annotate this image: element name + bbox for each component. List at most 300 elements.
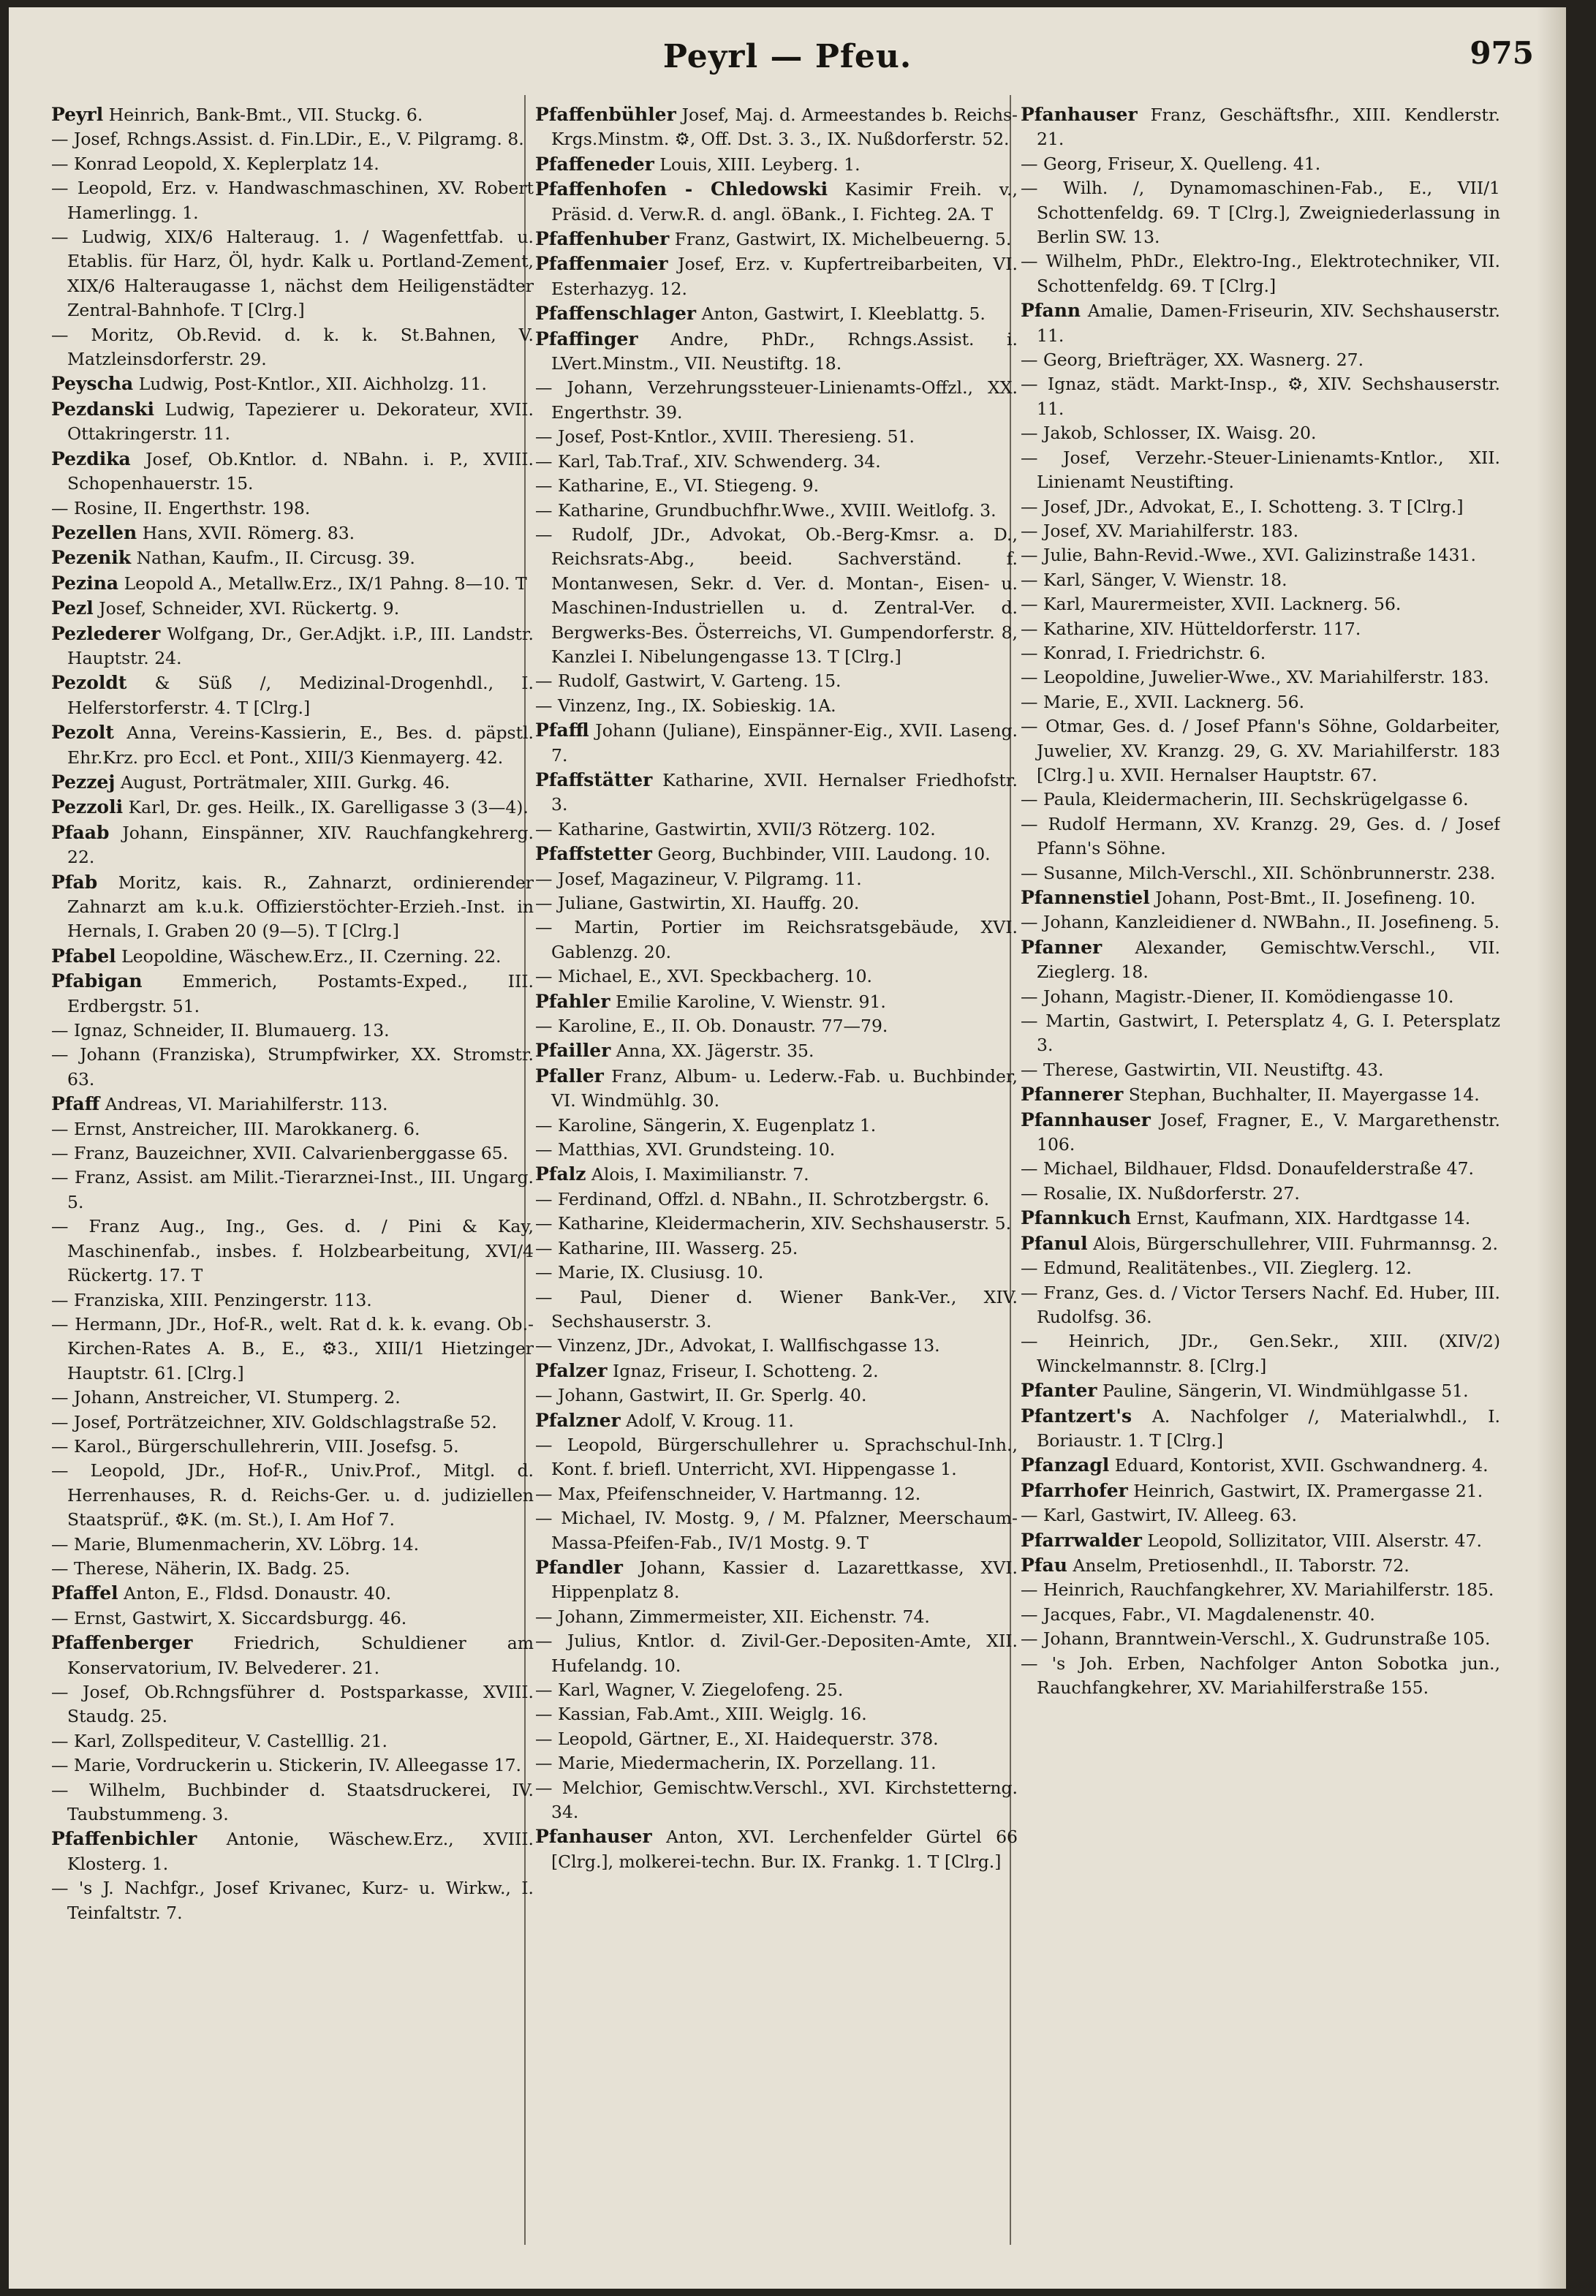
directory-entry xyxy=(1021,543,1500,567)
directory-entry xyxy=(51,969,534,1019)
entry-text: — Konrad Leopold, X. Keplerplatz 14. xyxy=(51,153,379,174)
directory-entry xyxy=(51,1117,534,1141)
directory-entry xyxy=(1021,1404,1500,1454)
directory-entry xyxy=(51,447,534,496)
entry-text: — Ignaz, Schneider, II. Blumauerg. 13. xyxy=(51,1020,390,1041)
entry-surname: Pfaffenhofen - Chledowski xyxy=(535,178,828,200)
directory-entry xyxy=(51,1876,534,1925)
entry-text: Franz, Album- u. Lederw.-Fab. u. Buchbinder, VI. Windmühlg. 30. xyxy=(551,1065,1018,1111)
directory-entry xyxy=(1021,641,1500,665)
directory-entry xyxy=(1021,1082,1500,1107)
entry-surname: Pfalzner xyxy=(535,1409,621,1431)
entry-text: — Katharine, Gastwirtin, XVII/3 Rötzerg. 102. xyxy=(535,818,936,839)
directory-entry xyxy=(535,1678,1018,1702)
entry-text: — 's Joh. Erben, Nachfolger Anton Sobotka jun., Rauchfangkehrer, XV. Mariahilferstraße 155. xyxy=(1021,1653,1500,1698)
directory-entry xyxy=(1021,1378,1500,1403)
directory-entry xyxy=(51,1680,534,1729)
entry-text: — Ignaz, städt. Markt-Insp., ⚙, XIV. Sechshauserstr. 11. xyxy=(1021,374,1500,419)
entry-surname: Pfanter xyxy=(1021,1380,1097,1402)
directory-entry xyxy=(535,694,1018,718)
directory-entry xyxy=(535,1212,1018,1236)
directory-entry xyxy=(1021,1578,1500,1602)
entry-text: — Josef, Ob.Rchngsführer d. Postsparkasse, XVIII. Staudg. 25. xyxy=(51,1682,534,1727)
entry-text: — Jakob, Schlosser, IX. Waisg. 20. xyxy=(1021,423,1317,444)
directory-entry xyxy=(535,1605,1018,1629)
directory-entry xyxy=(51,323,534,372)
entry-text: — Georg, Friseur, X. Quelleng. 41. xyxy=(1021,153,1321,174)
entry-text: — Konrad, I. Friedrichstr. 6. xyxy=(1021,642,1266,663)
entry-surname: Pfaller xyxy=(535,1065,604,1087)
entry-text: — Karl, Maurermeister, XVII. Lacknerg. 56. xyxy=(1021,594,1402,615)
entry-text: — Max, Pfeifenschneider, V. Hartmanng. 12. xyxy=(535,1483,921,1504)
directory-entry xyxy=(51,152,534,176)
directory-entry xyxy=(535,1824,1018,1874)
entry-surname: Pfanzagl xyxy=(1021,1454,1110,1476)
directory-entry xyxy=(535,1433,1018,1482)
entry-text: Eduard, Kontorist, XVII. Gschwandnerg. 4. xyxy=(1109,1455,1489,1476)
entry-surname: Pfaffeneder xyxy=(535,153,654,175)
directory-entry xyxy=(535,450,1018,474)
entry-surname: Pfaffstätter xyxy=(535,769,653,790)
directory-entry xyxy=(1021,1627,1500,1651)
entry-surname: Pezzoli xyxy=(51,796,124,818)
entry-surname: Pfanul xyxy=(1021,1232,1088,1254)
entry-text: — Heinrich, JDr., Gen.Sekr., XIII. (XIV/2) Winckelmannstr. 8. [Clrg.] xyxy=(1021,1331,1500,1376)
directory-entry xyxy=(535,817,1018,842)
entry-text: Anna, Vereins-Kassierin, E., Bes. d. päpstl. Ehr.Krz. pro Eccl. et Pont., XIII/3 Kienmayerg. 42. xyxy=(67,722,534,768)
directory-entry xyxy=(1021,1503,1500,1527)
entry-surname: Pezenik xyxy=(51,547,132,569)
entry-text: — Ludwig, XIX/6 Halteraug. 1. ∕ Wagenfettfab. u. Etablis. für Harz, Öl, hydr. Kalk u. Portland-Zement, XIX/6 Halteraugasse 1, nächst dem Heiligenstädter Zentral-Bahnhofe. T [Clrg.] xyxy=(51,227,534,321)
directory-entry xyxy=(51,596,534,621)
directory-entry xyxy=(535,1506,1018,1555)
directory-entry xyxy=(1021,1157,1500,1181)
entry-text: — Josef, Porträtzeichner, XIV. Goldschlagstraße 52. xyxy=(51,1411,497,1432)
entry-text: Adolf, V. Kroug. 11. xyxy=(620,1410,794,1431)
entry-surname: Pfailler xyxy=(535,1040,611,1062)
directory-entry xyxy=(535,1408,1018,1433)
entry-text: — Martin, Portier im Reichsratsgebäude, XVI. Gablenzg. 20. xyxy=(535,917,1018,962)
entry-text: August, Porträtmaler, XIII. Gurkg. 46. xyxy=(115,771,450,793)
directory-entry xyxy=(1021,1329,1500,1378)
entry-surname: Pfau xyxy=(1021,1554,1067,1576)
directory-entry xyxy=(51,770,534,795)
entry-text: Johann, Kassier d. Lazarettkasse, XVI. Hippenplatz 8. xyxy=(551,1557,1018,1603)
entry-text: — Karol., Bürgerschullehrerin, VIII. Josefsg. 5. xyxy=(51,1435,459,1457)
entry-text: Josef, Erz. v. Kupfertreibarbeiten, VI. Esterhazyg. 12. xyxy=(551,254,1018,299)
entry-text: — Johann, Verzehrungssteuer-Linienamts-Offzl., XX. Engerthstr. 39. xyxy=(535,377,1018,423)
entry-surname: Pfannkuch xyxy=(1021,1207,1132,1229)
directory-entry xyxy=(1021,714,1500,788)
entry-text: — Karl, Zollspediteur, V. Castelllig. 21. xyxy=(51,1730,388,1751)
entry-surname: Pezolt xyxy=(51,722,114,744)
entry-surname: Pfaffenschlager xyxy=(535,303,697,325)
directory-entry xyxy=(1021,1528,1500,1553)
directory-entry xyxy=(535,1751,1018,1775)
entry-surname: Pfahler xyxy=(535,990,610,1012)
entry-text: — Melchior, Gemischtw.Verschl., XVI. Kirchstetterng. 34. xyxy=(535,1777,1018,1823)
entry-text: — Michael, IV. Mostg. 9, ∕ M. Pfalzner, Meerschaum-Massa-Pfeifen-Fab., IV/1 Mostg. 9. T xyxy=(535,1508,1018,1553)
entry-text: Antonie, Wäschew.Erz., XVIII. Klosterg. 1. xyxy=(67,1829,534,1874)
entry-surname: Pezzej xyxy=(51,771,116,793)
directory-entry xyxy=(51,1606,534,1631)
entry-surname: Pfarrhofer xyxy=(1021,1479,1128,1501)
directory-entry xyxy=(51,1533,534,1557)
directory-entry xyxy=(535,1038,1018,1063)
entry-text: Karl, Dr. ges. Heilk., IX. Garelligasse 3 (3—4). xyxy=(123,797,529,818)
entry-text: — Johann, Zimmermeister, XII. Eichenstr. 74. xyxy=(535,1606,930,1627)
entry-surname: Pfaffinger xyxy=(535,328,638,350)
entry-text: — Rudolf, Gastwirt, V. Garteng. 15. xyxy=(535,671,842,692)
entry-text: — Otmar, Ges. d. ∕ Josef Pfann's Söhne, Goldarbeiter, Juwelier, XV. Kranzg. 29, G. XV. Mariahilferstr. 183 [Clrg.] u. XVII. Hernalser Hauptstr. 67. xyxy=(1021,716,1500,785)
directory-entry xyxy=(1021,1453,1500,1478)
directory-entry xyxy=(1021,421,1500,445)
entry-text: — Michael, Bildhauer, Fldsd. Donaufelderstraße 47. xyxy=(1021,1158,1475,1179)
directory-entry xyxy=(51,176,534,225)
directory-entry xyxy=(535,1629,1018,1678)
entry-text: Leopoldine, Wäschew.Erz., II. Czerning. 22. xyxy=(116,945,502,967)
directory-entry xyxy=(51,102,534,127)
entry-text: — Marie, E., XVII. Lacknerg. 56. xyxy=(1021,691,1305,712)
directory-entry xyxy=(51,1778,534,1827)
entry-text: — Leopold, Erz. v. Handwaschmaschinen, XV. Robert Hamerlingg. 1. xyxy=(51,178,534,223)
entry-text: — Marie, Miedermacherin, IX. Porzellang. 11. xyxy=(535,1753,937,1774)
directory-entry xyxy=(1021,495,1500,519)
entry-surname: Pezina xyxy=(51,572,119,594)
entry-text: — Michael, E., XVI. Speckbacherg. 10. xyxy=(535,966,873,987)
entry-text: — Ernst, Gastwirt, X. Siccardsburgg. 46. xyxy=(51,1607,407,1628)
directory-entry xyxy=(535,1162,1018,1187)
entry-text: — Rosalie, IX. Nußdorferstr. 27. xyxy=(1021,1182,1300,1204)
entry-surname: Pfab xyxy=(51,871,98,893)
directory-entry xyxy=(51,1166,534,1215)
entry-text: — Rudolf Hermann, XV. Kranzg. 29, Ges. d. ∕ Josef Pfann's Söhne. xyxy=(1021,813,1500,859)
directory-entry xyxy=(535,499,1018,523)
entry-text: — Wilhelm, Buchbinder d. Staatsdruckerei, IV. Taubstummeng. 3. xyxy=(51,1779,534,1825)
directory-entry xyxy=(51,870,534,944)
entry-text: Leopold A., Metallw.Erz., IX/1 Pahng. 8—10. T xyxy=(118,573,527,594)
entry-text: — Ferdinand, Offzl. d. NBahn., II. Schrotzbergstr. 6. xyxy=(535,1188,990,1209)
entry-text: Johann (Juliane), Einspänner-Eig., XVII. Laseng. 7. xyxy=(551,720,1018,766)
directory-entry xyxy=(1021,812,1500,861)
entry-text: Anna, XX. Jägerstr. 35. xyxy=(610,1041,814,1062)
entry-surname: Pfaffstetter xyxy=(535,843,652,865)
entry-text: — Rudolf, JDr., Advokat, Ob.-Berg-Kmsr. a. D., Reichsrats-Abg., beeid. Sachverständ. f. Montanwesen, Sekr. d. Ver. d. Montan-, Eisen- u. Maschinen-Industriellen u. d. Zentral-Ver. d. Bergwerks-Bes. Österreichs, VI. Gumpendorferstr. 8, Kanzlei I. Nibelungengasse 13. T [Clrg.] xyxy=(535,524,1018,667)
entry-text: Anton, Gastwirt, I. Kleeblattg. 5. xyxy=(696,303,986,325)
directory-entry xyxy=(535,1482,1018,1506)
entry-text: — Franz Aug., Ing., Ges. d. ∕ Pini & Kay, Maschinenfab., insbes. f. Holzbearbeitung, XVI/4 Rückertg. 17. T xyxy=(51,1216,534,1286)
directory-entry xyxy=(535,1776,1018,1825)
directory-entry xyxy=(1021,985,1500,1009)
directory-entry xyxy=(535,1138,1018,1162)
page-number: 975 xyxy=(1470,35,1534,71)
directory-entry xyxy=(51,720,534,770)
entry-text: — Moritz, Ob.Revid. d. k. k. St.Bahnen, V. Matzleinsdorferstr. 29. xyxy=(51,324,534,370)
entry-text: — Karoline, Sängerin, X. Eugenplatz 1. xyxy=(535,1114,877,1136)
directory-entry xyxy=(535,989,1018,1014)
entry-text: — Franz, Bauzeichner, XVII. Calvarienberggasse 65. xyxy=(51,1143,509,1164)
directory-entry xyxy=(51,1313,534,1386)
directory-entry xyxy=(1021,665,1500,690)
entry-text: — Katharine, III. Wasserg. 25. xyxy=(535,1237,798,1258)
entry-surname: Pfaffel xyxy=(51,1582,118,1604)
entry-text: — Johann, Kanzleidiener d. NWBahn., II. Josefineng. 5. xyxy=(1021,912,1500,933)
entry-text: Andreas, VI. Mariahilferstr. 113. xyxy=(99,1094,388,1115)
entry-text: — Johann, Magistr.-Diener, II. Komödiengasse 10. xyxy=(1021,986,1454,1007)
entry-text: — Ernst, Anstreicher, III. Marokkanerg. 6. xyxy=(51,1118,420,1139)
column-3 xyxy=(1021,102,1500,2267)
directory-entry xyxy=(1021,885,1500,910)
entry-surname: Pfalz xyxy=(535,1163,586,1185)
entry-text: — Jacques, Fabr., VI. Magdalenenstr. 40. xyxy=(1021,1604,1375,1625)
directory-entry xyxy=(51,1215,534,1288)
entry-text: — Karl, Sänger, V. Wienstr. 18. xyxy=(1021,569,1287,590)
entry-surname: Pfaffl xyxy=(535,720,589,741)
entry-text: Franz, Gastwirt, IX. Michelbeuerng. 5. xyxy=(669,229,1012,250)
entry-text: — Josef, Verzehr.-Steuer-Linienamts-Kntlor., XII. Linienamt Neustifting. xyxy=(1021,447,1500,493)
directory-entry xyxy=(51,1435,534,1459)
directory-entry xyxy=(51,1386,534,1410)
entry-text: Alois, I. Maximilianstr. 7. xyxy=(586,1164,809,1185)
entry-surname: Pfannhauser xyxy=(1021,1109,1151,1130)
entry-surname: Pfaab xyxy=(51,821,110,843)
entry-text: — Marie, Vordruckerin u. Stickerin, IV. Alleegasse 17. xyxy=(51,1755,522,1776)
directory-entry xyxy=(1021,568,1500,592)
directory-entry xyxy=(535,1114,1018,1138)
entry-surname: Peyrl xyxy=(51,104,104,125)
entry-text: & Süß ∕, Medizinal-Drogenhdl., I. Helferstorferstr. 4. T [Clrg.] xyxy=(67,673,534,718)
entry-surname: Pfanhauser xyxy=(535,1826,652,1848)
entry-text: Leopold, Sollizitator, VIII. Alserstr. 47. xyxy=(1141,1530,1482,1551)
entry-text: — Julie, Bahn-Revid.-Wwe., XVI. Galizinstraße 1431. xyxy=(1021,545,1476,566)
directory-entry xyxy=(1021,372,1500,421)
directory-entry xyxy=(535,964,1018,989)
entry-text: — Johann, Gastwirt, II. Gr. Sperlg. 40. xyxy=(535,1385,867,1406)
entry-surname: Pfannenstiel xyxy=(1021,887,1150,908)
entry-text: Johann, Einspänner, XIV. Rauchfangkehrerg. 22. xyxy=(67,822,534,868)
entry-text: Nathan, Kaufm., II. Circusg. 39. xyxy=(131,548,415,569)
directory-entry xyxy=(1021,1231,1500,1256)
entry-text: — Kassian, Fab.Amt., XIII. Weiglg. 16. xyxy=(535,1704,867,1725)
directory-entry xyxy=(51,127,534,151)
directory-entry xyxy=(1021,690,1500,714)
entry-text: — Hermann, JDr., Hof-R., welt. Rat d. k. k. evang. Ob.-Kirchen-Rates A. B., E., ⚙3., XIII/1 Hietzinger Hauptstr. 61. [Clrg.] xyxy=(51,1313,534,1383)
entry-text: Heinrich, Bank-Bmt., VII. Stuckg. 6. xyxy=(103,105,423,125)
directory-entry xyxy=(51,671,534,720)
entry-surname: Pfann xyxy=(1021,300,1081,322)
directory-entry xyxy=(51,1092,534,1117)
directory-entry xyxy=(1021,519,1500,543)
entry-text: Amalie, Damen-Friseurin, XIV. Sechshauserstr. 11. xyxy=(1037,301,1500,346)
directory-entry xyxy=(51,545,534,570)
page-edge-shadow xyxy=(1537,7,1566,2289)
entry-text: — Edmund, Realitätenbes., VII. Zieglerg. 12. xyxy=(1021,1258,1412,1279)
entry-text: — Johann, Branntwein-Verschl., X. Gudrunstraße 105. xyxy=(1021,1628,1491,1650)
entry-text: — Karoline, E., II. Ob. Donaustr. 77—79. xyxy=(535,1016,888,1037)
entry-text: — Georg, Briefträger, XX. Wasnerg. 27. xyxy=(1021,350,1364,371)
entry-surname: Pezdika xyxy=(51,448,131,469)
entry-text: Josef, Schneider, XVI. Rückertg. 9. xyxy=(93,598,400,619)
entry-surname: Pezl xyxy=(51,597,94,619)
entry-text: — Leopold, JDr., Hof-R., Univ.Prof., Mitgl. d. Herrenhauses, R. d. Reichs-Ger. u. d. judiziellen Staatsprüf., ⚙K. (m. St.), I. Am Hof 7. xyxy=(51,1460,534,1530)
entry-text: Johann, Post-Bmt., II. Josefineng. 10. xyxy=(1149,888,1476,908)
directory-entry xyxy=(535,1064,1018,1114)
entry-surname: Pfaffenbichler xyxy=(51,1828,197,1850)
entry-surname: Pezdanski xyxy=(51,398,154,420)
directory-entry xyxy=(535,523,1018,669)
entry-text: — Marie, Blumenmacherin, XV. Löbrg. 14. xyxy=(51,1533,420,1555)
directory-entry xyxy=(535,1727,1018,1751)
directory-entry xyxy=(535,425,1018,449)
entry-text: Josef, Fragner, E., V. Margarethenstr. 106. xyxy=(1037,1109,1500,1155)
directory-entry xyxy=(51,622,534,671)
entry-surname: Pfaffenmaier xyxy=(535,253,668,275)
directory-entry xyxy=(1021,152,1500,176)
directory-page xyxy=(9,7,1566,2289)
entry-text: Kasimir Freih. v., Präsid. d. Verw.R. d. angl. öBank., I. Fichteg. 2A. T xyxy=(551,179,1018,224)
entry-text: — Leopoldine, Juwelier-Wwe., XV. Mariahilferstr. 183. xyxy=(1021,667,1489,688)
entry-text: — Heinrich, Rauchfangkehrer, XV. Mariahilferstr. 185. xyxy=(1021,1579,1494,1601)
directory-entry xyxy=(1021,1058,1500,1082)
entry-text: — Paul, Diener d. Wiener Bank-Ver., XIV. Sechshauserstr. 3. xyxy=(535,1286,1018,1332)
entry-text: — Johann, Anstreicher, VI. Stumperg. 2. xyxy=(51,1387,401,1408)
entry-text: — Susanne, Milch-Verschl., XII. Schönbrunnerstr. 238. xyxy=(1021,862,1496,883)
directory-entry xyxy=(535,768,1018,817)
directory-entry xyxy=(51,1827,534,1876)
directory-entry xyxy=(1021,102,1500,152)
directory-entry xyxy=(535,1285,1018,1334)
entry-text: Emmerich, Postamts-Exped., III. Erdbergstr. 51. xyxy=(67,971,534,1016)
entry-surname: Pfalzer xyxy=(535,1359,608,1381)
directory-entry xyxy=(51,944,534,969)
entry-text: Alexander, Gemischtw.Verschl., VII. Zieglerg. 18. xyxy=(1037,937,1500,983)
entry-text: — Martin, Gastwirt, I. Petersplatz 4, G. I. Petersplatz 3. xyxy=(1021,1011,1500,1056)
directory-entry xyxy=(51,1753,534,1778)
directory-entry xyxy=(51,1557,534,1581)
entry-surname: Pfaffenhuber xyxy=(535,228,670,250)
entry-text: Pauline, Sängerin, VI. Windmühlgasse 51. xyxy=(1097,1381,1469,1402)
directory-entry xyxy=(1021,1009,1500,1058)
directory-entry xyxy=(1021,592,1500,616)
directory-entry xyxy=(1021,176,1500,249)
entry-surname: Pfandler xyxy=(535,1556,623,1578)
directory-entry xyxy=(51,521,534,545)
entry-text: Louis, XIII. Leyberg. 1. xyxy=(654,154,861,175)
entry-text: — Vinzenz, Ing., IX. Sobieskig. 1A. xyxy=(535,695,836,716)
directory-entry xyxy=(51,795,534,820)
entry-text: Josef, Maj. d. Armeestandes b. Reichs-Krgs.Minstm. ⚙, Off. Dst. 3. 3., IX. Nußdorferstr. 52. xyxy=(551,105,1018,150)
directory-entry xyxy=(535,867,1018,891)
directory-entry xyxy=(51,397,534,447)
directory-entry xyxy=(535,301,1018,326)
entry-text: — Franz, Ges. d. ∕ Victor Tersers Nachf. Ed. Huber, III. Rudolfsg. 36. xyxy=(1021,1282,1500,1327)
directory-entry xyxy=(535,1187,1018,1212)
entry-text: Ignaz, Friseur, I. Schotteng. 2. xyxy=(607,1360,879,1381)
entry-surname: Pfaffenbühler xyxy=(535,104,676,125)
entry-text: Alois, Bürgerschullehrer, VIII. Fuhrmannsg. 2. xyxy=(1087,1233,1498,1254)
entry-text: — Josef, Post-Kntlor., XVIII. Theresieng. 51. xyxy=(535,426,915,448)
directory-entry xyxy=(535,915,1018,964)
entry-text: Anton, E., Fldsd. Donaustr. 40. xyxy=(118,1583,392,1604)
entry-text: Josef, Ob.Kntlor. d. NBahn. i. P., XVIII. Schopenhauerstr. 15. xyxy=(67,448,534,494)
entry-text: — Franz, Assist. am Milit.-Tierarznei-Inst., III. Ungarg. 5. xyxy=(51,1167,534,1212)
entry-text: — Josef, Rchngs.Assist. d. Fin.LDir., E., V. Pilgramg. 8. xyxy=(51,129,524,150)
directory-entry xyxy=(1021,446,1500,495)
entry-text: Stephan, Buchhalter, II. Mayergasse 14. xyxy=(1123,1084,1480,1106)
entry-text: Ludwig, Post-Kntlor., XII. Aichholzg. 11. xyxy=(133,374,487,395)
entry-surname: Pezlederer xyxy=(51,622,161,644)
entry-surname: Pezoldt xyxy=(51,672,127,694)
directory-entry xyxy=(51,225,534,323)
directory-entry xyxy=(535,227,1018,252)
page-title: Peyrl — Pfeu. xyxy=(662,38,912,75)
entry-text: Wolfgang, Dr., Ger.Adjkt. i.P., III. Landstr. Hauptstr. 24. xyxy=(67,623,534,668)
directory-entry xyxy=(51,1019,534,1043)
entry-surname: Pfarrwalder xyxy=(1021,1529,1142,1551)
entry-surname: Pfanner xyxy=(1021,936,1103,958)
entry-text: — Juliane, Gastwirtin, XI. Hauffg. 20. xyxy=(535,893,860,913)
entry-surname: Pfannerer xyxy=(1021,1084,1124,1106)
directory-entry xyxy=(51,1043,534,1092)
entry-text: — Johann (Franziska), Strumpfwirker, XX. Stromstr. 63. xyxy=(51,1044,534,1090)
directory-entry xyxy=(1021,1256,1500,1280)
entry-text: Franz, Geschäftsfhr., XIII. Kendlerstr. 21. xyxy=(1037,105,1500,150)
entry-text: Emilie Karoline, V. Wienstr. 91. xyxy=(610,991,886,1012)
directory-entry xyxy=(1021,298,1500,348)
directory-entry xyxy=(1021,1108,1500,1158)
directory-entry xyxy=(1021,1553,1500,1578)
entry-text: Andre, PhDr., Rchngs.Assist. i. LVert.Minstm., VII. Neustiftg. 18. xyxy=(551,328,1018,374)
entry-text: — Wilh. ∕, Dynamomaschinen-Fab., E., VII/1 Schottenfeldg. 69. T [Clrg.], Zweigniederlassung in Berlin SW. 13. xyxy=(1021,178,1500,248)
directory-entry xyxy=(535,1014,1018,1038)
entry-text: — Katharine, E., VI. Stiegeng. 9. xyxy=(535,475,820,496)
entry-text: — Vinzenz, JDr., Advokat, I. Wallfischgasse 13. xyxy=(535,1335,940,1356)
entry-text: Heinrich, Gastwirt, IX. Pramergasse 21. xyxy=(1127,1480,1483,1501)
directory-entry xyxy=(51,1411,534,1435)
directory-entry xyxy=(1021,617,1500,641)
directory-entry xyxy=(1021,861,1500,885)
entry-text: Hans, XVII. Römerg. 83. xyxy=(137,522,355,543)
directory-entry xyxy=(51,1581,534,1606)
entry-text: — Franziska, XIII. Penzingerstr. 113. xyxy=(51,1289,372,1310)
entry-text: — Josef, Magazineur, V. Pilgramg. 11. xyxy=(535,868,862,889)
entry-surname: Peyscha xyxy=(51,373,134,395)
directory-entry xyxy=(1021,1603,1500,1627)
entry-text: — Paula, Kleidermacherin, III. Sechskrügelgasse 6. xyxy=(1021,789,1469,810)
directory-entry xyxy=(535,1555,1018,1605)
entry-text: — Josef, JDr., Advokat, E., I. Schotteng. 3. T [Clrg.] xyxy=(1021,496,1464,517)
entry-text: — Matthias, XVI. Grundsteing. 10. xyxy=(535,1139,836,1160)
column-1 xyxy=(51,102,534,2267)
entry-surname: Pfabel xyxy=(51,945,116,967)
entry-surname: Pfaff xyxy=(51,1093,100,1115)
directory-entry xyxy=(51,1459,534,1532)
entry-surname: Pfantzert's xyxy=(1021,1405,1132,1427)
entry-text: Anton, XVI. Lerchenfelder Gürtel 66 [Clrg.], molkerei-techn. Bur. IX. Frankg. 1. T [Clrg.] xyxy=(551,1827,1018,1872)
entry-text: Ernst, Kaufmann, XIX. Hardtgasse 14. xyxy=(1131,1208,1471,1229)
directory-entry xyxy=(51,1141,534,1166)
directory-entry xyxy=(535,376,1018,425)
directory-entry xyxy=(535,327,1018,377)
directory-entry xyxy=(1021,1479,1500,1503)
entry-text: Ludwig, Tapezierer u. Dekorateur, XVII. Ottakringerstr. 11. xyxy=(67,399,534,445)
entry-text: — Julius, Kntlor. d. Zivil-Ger.-Depositen-Amte, XII. Hufelandg. 10. xyxy=(535,1631,1018,1676)
entry-text: — Leopold, Bürgerschullehrer u. Sprachschul-Inh., Kont. f. briefl. Unterricht, XVI. Hippengasse 1. xyxy=(535,1434,1018,1480)
directory-entry xyxy=(1021,249,1500,298)
entry-text: Friedrich, Schuldiener am Konservatorium, IV. Belvederег. 21. xyxy=(67,1633,534,1678)
entry-text: Georg, Buchbinder, VIII. Laudong. 10. xyxy=(651,844,991,865)
directory-entry xyxy=(535,669,1018,693)
